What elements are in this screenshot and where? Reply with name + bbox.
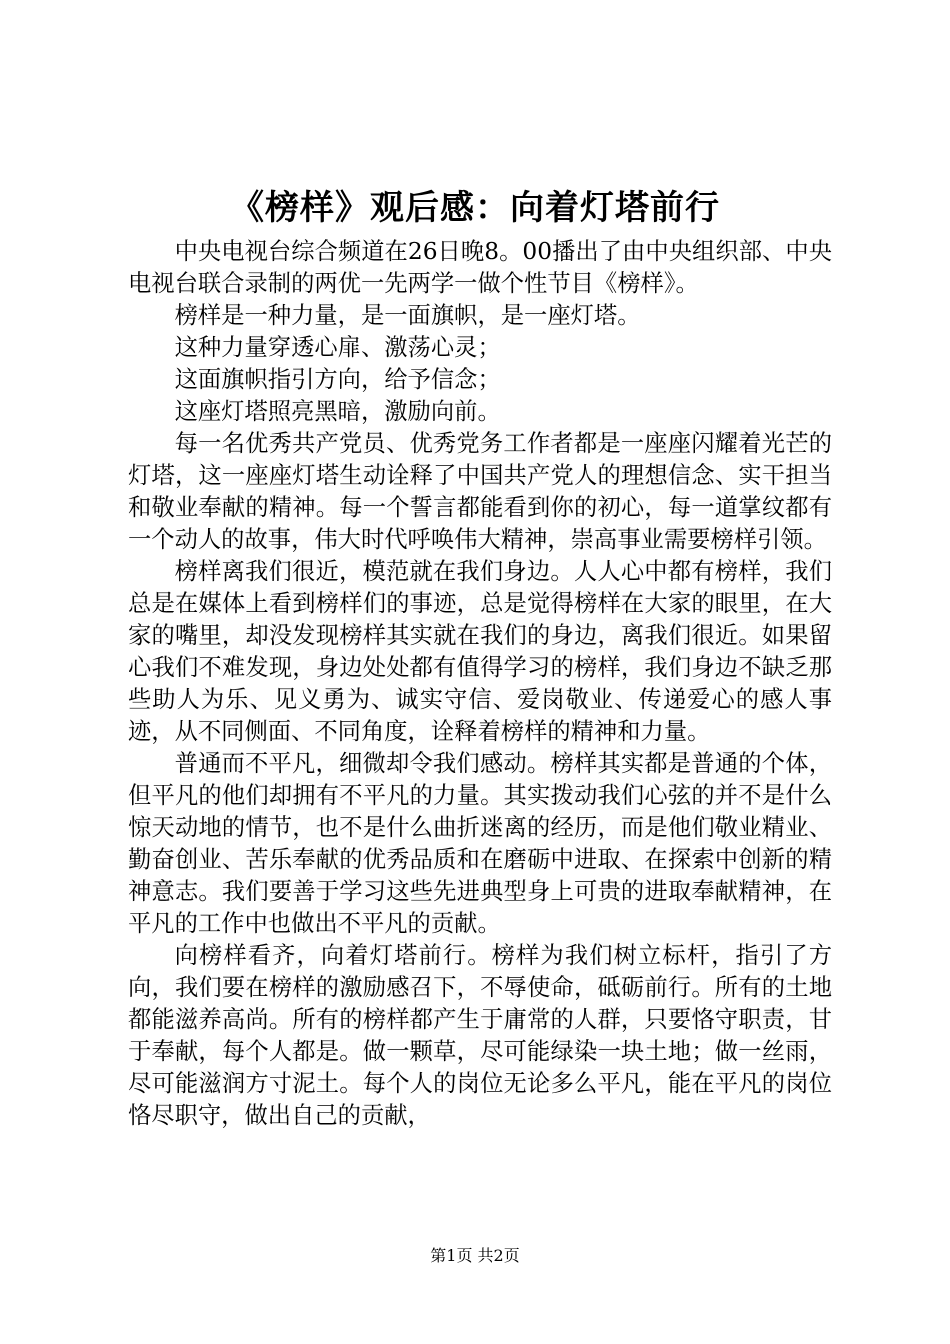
paragraph-5: 这座灯塔照亮黑暗，激励向前。	[174, 398, 501, 425]
page-indicator: 第1页 共2页	[430, 1246, 520, 1265]
paragraph-6: 每一名优秀共产党员、优秀党务工作者都是一座座闪耀着光芒的灯塔，这一座座灯塔生动诠释了中国共产党人的理想信念、实干担当和敬业奉献的精神。每一个誓言都能看到你的初心，每一道掌纹都有一个动人的故事，伟大时代呼唤伟大精神，崇高事业需要榜样引领。	[128, 430, 832, 553]
paragraph-2: 榜样是一种力量，是一面旗帜，是一座灯塔。	[174, 302, 641, 329]
paragraph-9: 向榜样看齐，向着灯塔前行。榜样为我们树立标杆，指引了方向，我们要在榜样的激励感召下，不辱使命，砥砺前行。所有的土地都能滋养高尚。所有的榜样都产生于庸常的人群，只要恪守职责，甘于奉献，每个人都是。做一颗草，尽可能绿染一块土地；做一丝雨，尽可能滋润方寸泥土。每个人的岗位无论多么平凡，能在平凡的岗位恪尽职守，做出自己的贡献，	[128, 942, 832, 1129]
paragraph-7: 榜样离我们很近，模范就在我们身边。人人心中都有榜样，我们总是在媒体上看到榜样们的事迹，总是觉得榜样在大家的眼里，在大家的嘴里，却没发现榜样其实就在我们的身边，离我们很近。如果留心我们不难发现，身边处处都有值得学习的榜样，我们身边不缺乏那些助人为乐、见义勇为、诚实守信、爱岗敬业、传递爱心的感人事迹，从不同侧面、不同角度，诠释着榜样的精神和力量。	[128, 558, 832, 745]
paragraph-1: 中央电视台综合频道在26日晚8。00播出了由中央组织部、中央电视台联合录制的两优一先两学一做个性节目《榜样》。	[128, 238, 832, 297]
paragraph-4: 这面旗帜指引方向，给予信念；	[174, 366, 501, 393]
paragraph-8: 普通而不平凡，细微却令我们感动。榜样其实都是普通的个体，但平凡的他们却拥有不平凡的力量。其实拨动我们心弦的并不是什么惊天动地的情节，也不是什么曲折迷离的经历，而是他们敬业精业、勤奋创业、苦乐奉献的优秀品质和在磨砺中进取、在探索中创新的精神意志。我们要善于学习这些先进典型身上可贵的进取奉献精神，在平凡的工作中也做出不平凡的贡献。	[128, 750, 832, 937]
paragraph-3: 这种力量穿透心扉、激荡心灵；	[174, 334, 501, 361]
document-body	[128, 236, 832, 1132]
document-title: 《榜样》观后感：向着灯塔前行	[230, 188, 720, 228]
